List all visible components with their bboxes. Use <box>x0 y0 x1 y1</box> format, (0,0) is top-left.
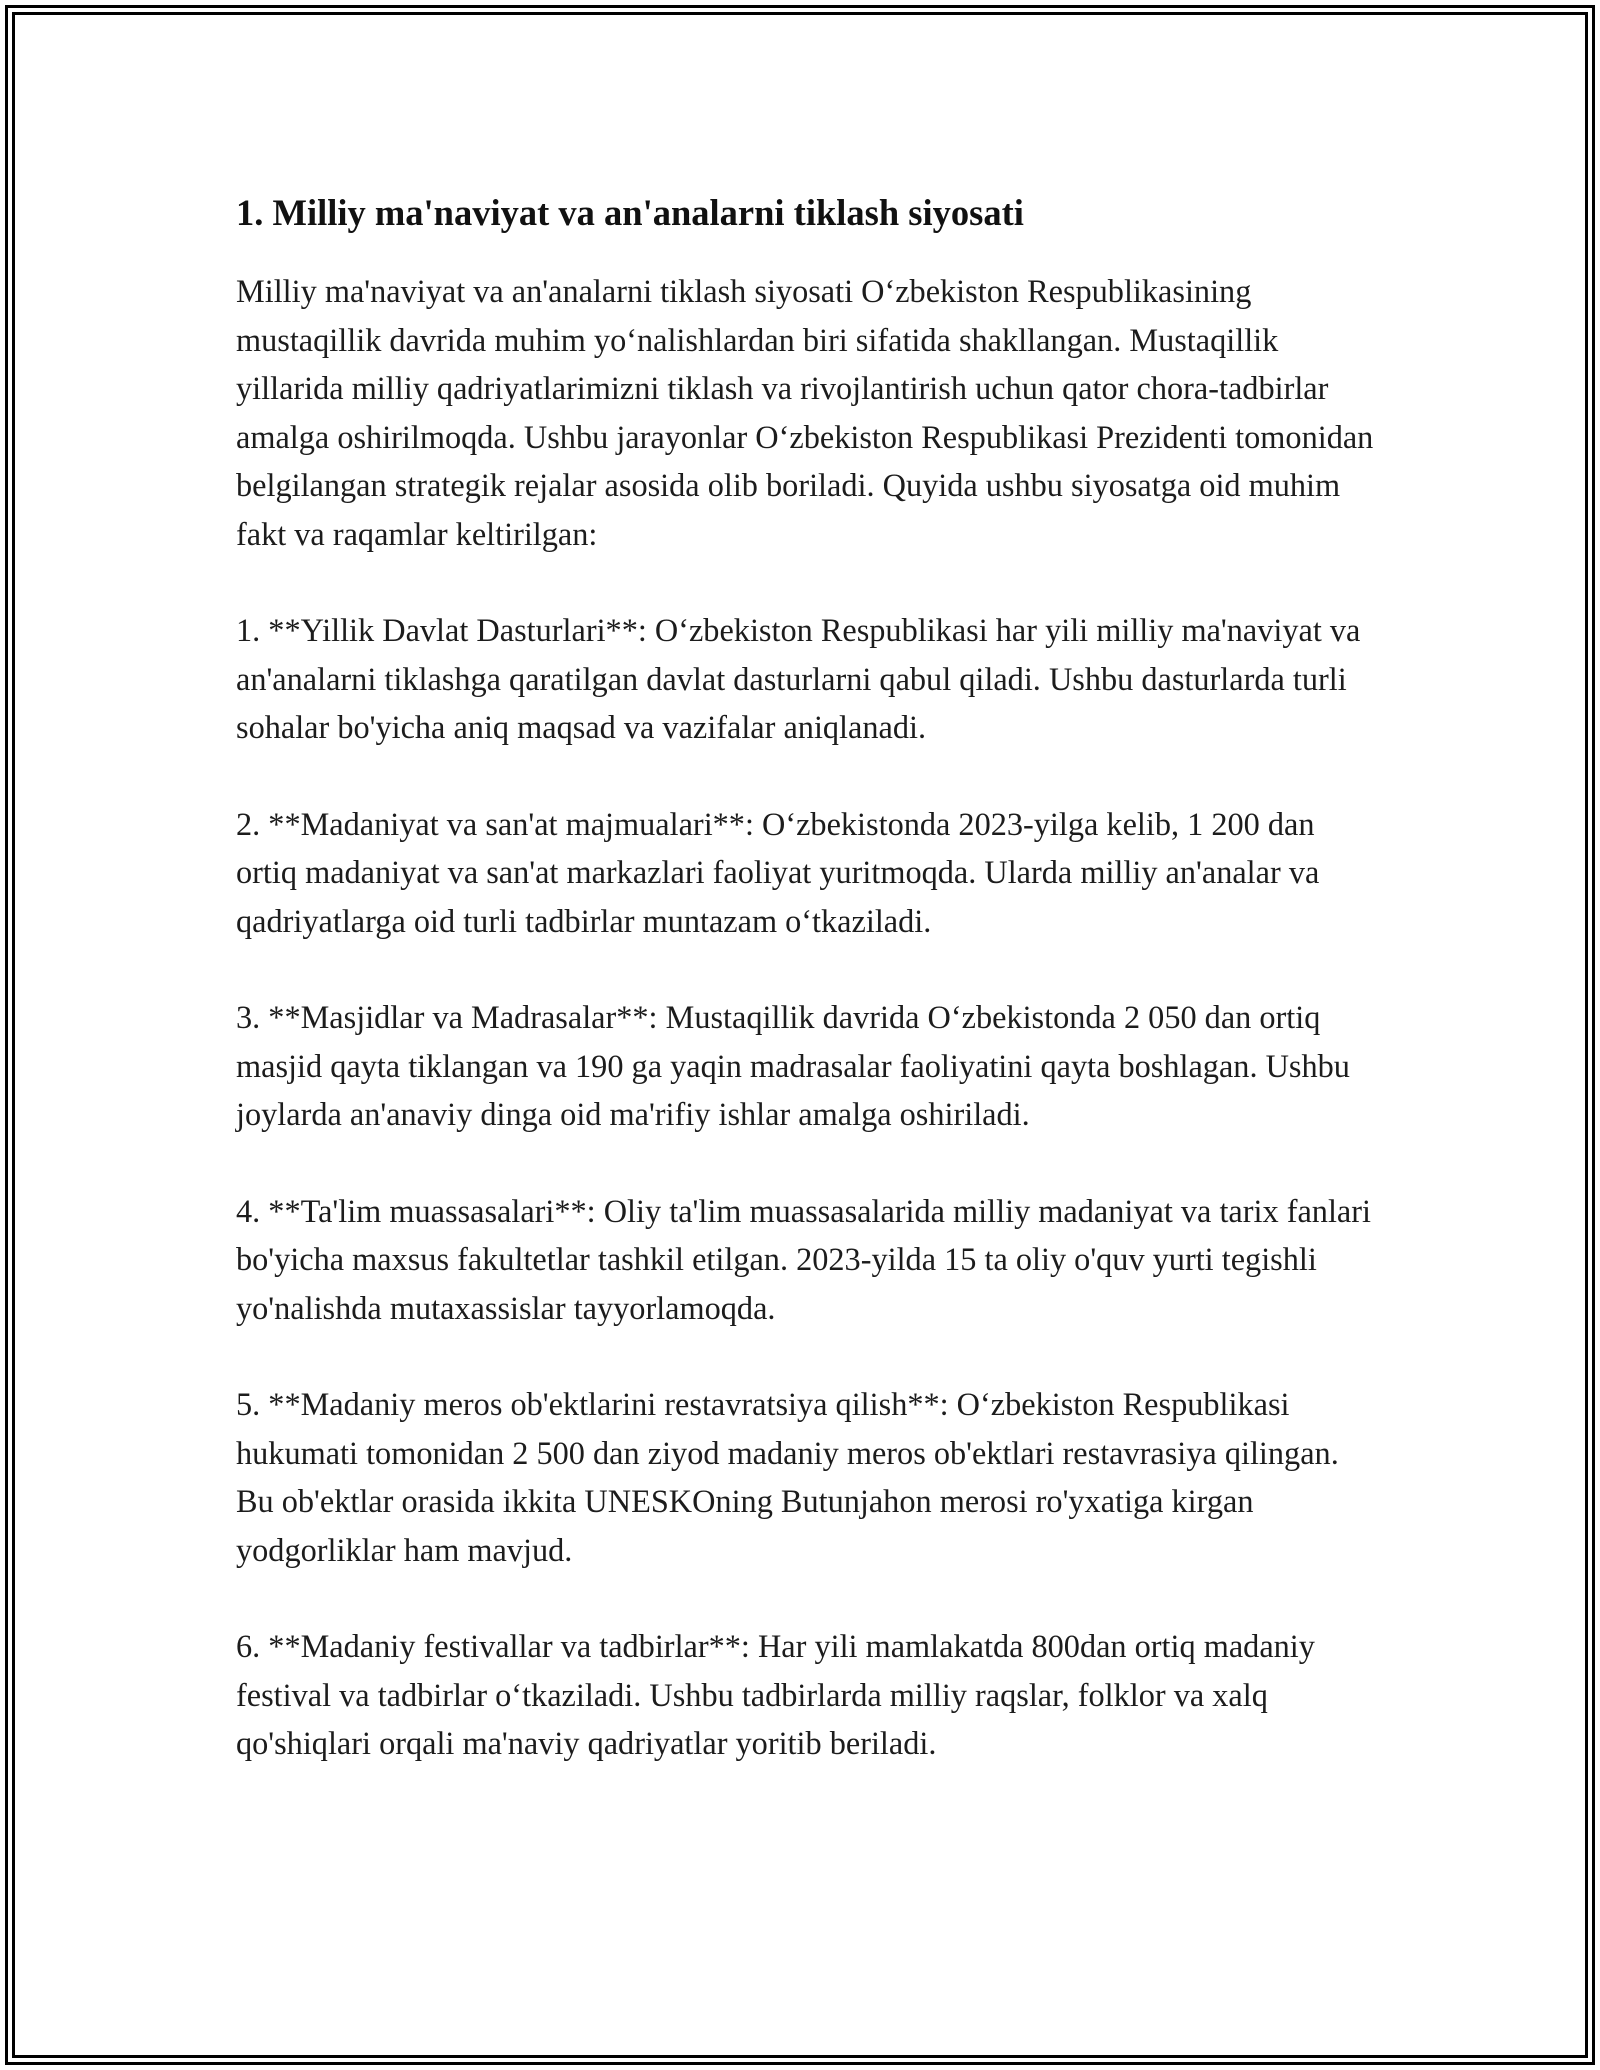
list-item-mosques-madrasas: 3. **Masjidlar va Madrasalar**: Mustaqillik davrida O‘zbekistonda 2 050 dan ortiq masjid qayta tiklangan va 190 ga yaqin madrasalar faoliyatini qayta boshlagan. Ushbu joylarda an'anaviy dinga oid ma'rifiy ishlar amalga oshiriladi. <box>236 999 1350 1132</box>
section-title: 1. Milliy ma'naviyat va an'analarni tiklash siyosati <box>236 192 1024 233</box>
list-item-education: 4. **Ta'lim muassasalari**: Oliy ta'lim muassasalarida milliy madaniyat va tarix fanlari bo'yicha maxsus fakultetlar tashkil etilgan. 2023-yilda 15 ta oliy o'quv yurti tegishli yo'nalishda mutaxassislar tayyorlamoqda. <box>236 1192 1371 1326</box>
intro-paragraph: Milliy ma'naviyat va an'analarni tiklash siyosati O‘zbekiston Respublikasining mustaqillik davrida muhim yo‘nalishlardan biri sifatida shakllangan. Mustaqillik yillarida milliy qadriyatlarimizni tiklash va rivojlantirish uchun qator chora-tadbirlar amalga oshirilmoqda. Ushbu jarayonlar O‘zbekiston Respublikasi Prezidenti tomonidan belgilangan strategik rejalar asosida olib boriladi. Quyida ushbu siyosatga oid muhim fakt va raqamlar keltirilgan: <box>236 273 1374 552</box>
document-body <box>236 185 1376 1816</box>
list-item-state-programs: 1. **Yillik Davlat Dasturlari**: O‘zbekiston Respublikasi har yili milliy ma'naviyat va an'analarni tiklashga qaratilgan davlat dasturlarni qabul qiladi. Ushbu dasturlarda turli sohalar bo'yicha aniq maqsad va vazifalar aniqlanadi. <box>236 612 1361 745</box>
list-item-heritage-restoration: 5. **Madaniy meros ob'ektlarini restavratsiya qilish**: O‘zbekiston Respublikasi hukumati tomonidan 2 500 dan ziyod madaniy meros ob'ektlari restavrasiya qilingan. Bu ob'ektlar orasida ikkita UNESKOning Butunjahon merosi ro'yxatiga kirgan yodgorliklar ham mavjud. <box>236 1386 1339 1568</box>
list-item-festivals: 6. **Madaniy festivallar va tadbirlar**: Har yili mamlakatda 800dan ortiq madaniy festival va tadbirlar o‘tkaziladi. Ushbu tadbirlarda milliy raqslar, folklor va xalq qo'shiqlari orqali ma'naviy qadriyatlar yoritib beriladi. <box>236 1628 1315 1761</box>
list-item-culture-centers: 2. **Madaniyat va san'at majmualari**: O‘zbekistonda 2023-yilga kelib, 1 200 dan ortiq madaniyat va san'at markazlari faoliyat yuritmoqda. Ularda milliy an'analar va qadriyatlarga oid turli tadbirlar muntazam o‘tkaziladi. <box>236 805 1320 939</box>
